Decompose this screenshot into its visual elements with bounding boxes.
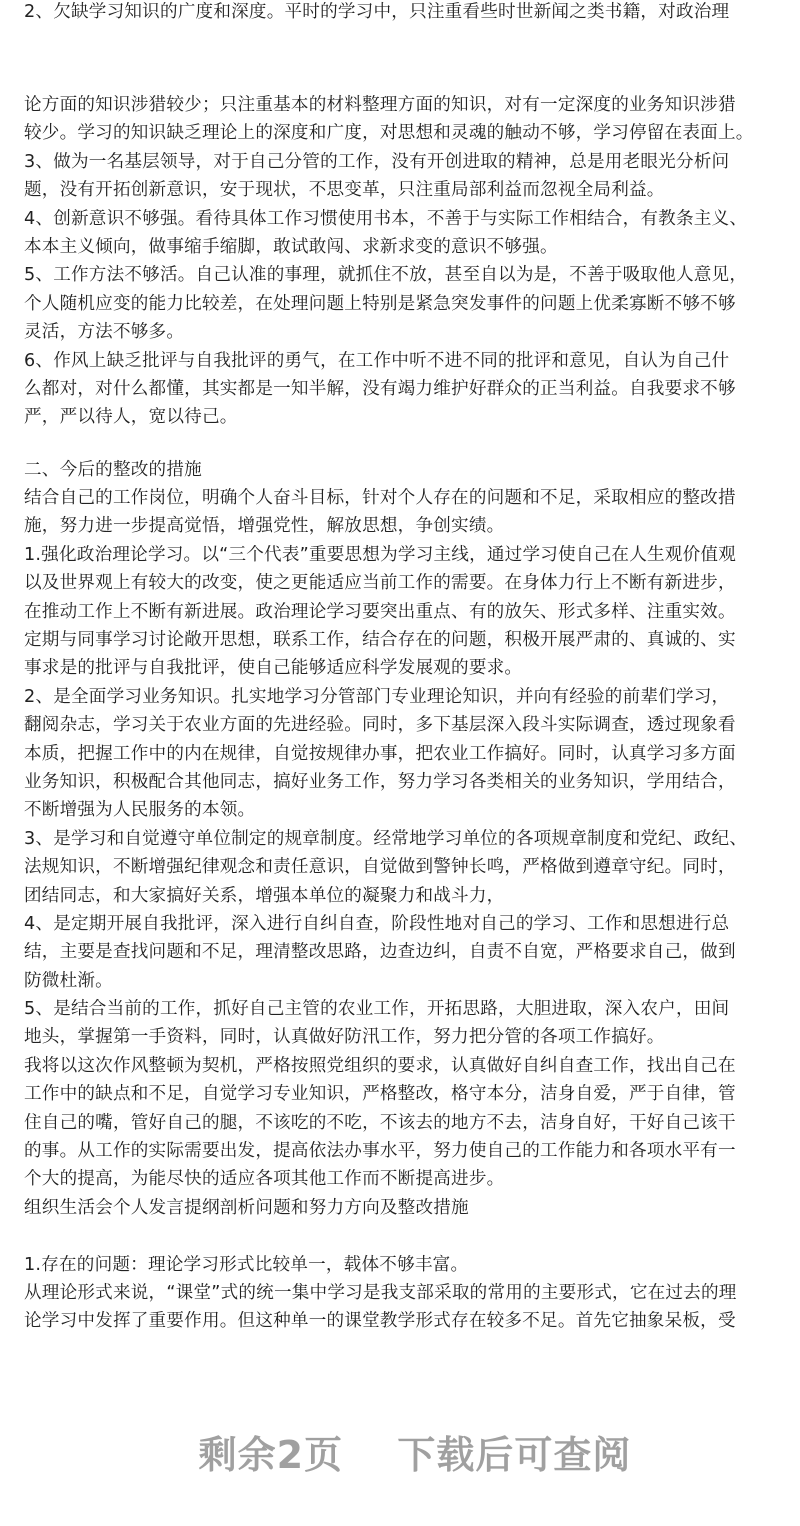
text-line: 以及世界观上有较大的改变，使之更能适应当前工作的需要。在身体力行上不断有新进步， xyxy=(24,573,736,594)
document-body xyxy=(24,0,784,1336)
text-line: 组织生活会个人发言提纲剖析问题和努力方向及整改措施 xyxy=(24,1197,469,1218)
spacer xyxy=(24,1222,784,1250)
text-line: 6、作风上缺乏批评与自我批评的勇气，在工作中听不进不同的批评和意见，自认为自己什 xyxy=(24,350,730,371)
text-line: 么都对，对什么都懂，其实都是一知半解，没有竭力维护好群众的正当利益。自我要求不够 xyxy=(24,378,736,399)
text-line: 3、是学习和自觉遵守单位制定的规章制度。经常地学习单位的各项规章制度和党纪、政纪、 xyxy=(24,828,748,849)
text-line: 本质，把握工作中的内在规律，自觉按规律办事，把农业工作搞好。同时，认真学习多方面 xyxy=(24,743,736,764)
text-line: 4、是定期开展自我批评，深入进行自纠自查，阶段性地对自己的学习、工作和思想进行总 xyxy=(24,913,730,934)
section-problems xyxy=(24,91,784,432)
text-line: 团结同志，和大家搞好关系，增强本单位的凝聚力和战斗力， xyxy=(24,885,505,906)
text-line: 4、创新意识不够强。看待具体工作习惯使用书本，不善于与实际工作相结合，有教条主义、 xyxy=(24,208,748,229)
section-measures xyxy=(24,456,784,1223)
download-to-view-text: 下载后可查阅 xyxy=(397,1433,632,1477)
spacer xyxy=(24,432,784,456)
text-line: 施，努力进一步提高觉悟，增强党性，解放思想，争创实绩。 xyxy=(24,516,505,537)
section-next xyxy=(24,1251,784,1336)
text-line: 在推动工作上不断有新进展。政治理论学习要突出重点、有的放矢、形式多样、注重实效。 xyxy=(24,601,736,622)
text-line: 5、是结合当前的工作，抓好自己主管的农业工作，开拓思路，大胆进取，深入农户，田间 xyxy=(24,999,730,1020)
text-line: 的事。从工作的实际需要出发，提高依法办事水平，努力使自己的工作能力和各项水平有一 xyxy=(24,1141,736,1162)
text-line: 2、欠缺学习知识的广度和深度。平时的学习中，只注重看些时世新闻之类书籍，对政治理 xyxy=(24,2,730,22)
text-line: 翻阅杂志，学习关于农业方面的先进经验。同时，多下基层深入段斗实际调查，透过现象看 xyxy=(24,715,736,736)
text-line: 题，没有开拓创新意识，安于现状，不思变革，只注重局部利益而忽视全局利益。 xyxy=(24,180,665,201)
section-top xyxy=(24,0,784,26)
text-line: 1.存在的问题：理论学习形式比较单一，载体不够丰富。 xyxy=(24,1254,469,1275)
remaining-pages-text: 剩余2页 xyxy=(198,1433,344,1477)
text-line: 较少。学习的知识缺乏理论上的深度和广度，对思想和灵魂的触动不够，学习停留在表面上。 xyxy=(24,123,754,144)
text-line: 个大的提高，为能尽快的适应各项其他工作而不断提高进步。 xyxy=(24,1169,505,1190)
text-line: 地头，掌握第一手资料，同时，认真做好防汛工作，努力把分管的各项工作搞好。 xyxy=(24,1027,665,1048)
text-line: 结，主要是查找问题和不足，理清整改思路，边查边纠，自责不自宽，严格要求自己，做到 xyxy=(24,942,736,963)
text-line: 二、今后的整改的措施 xyxy=(24,459,202,480)
text-line: 1.强化政治理论学习。以“三个代表”重要思想为学习主线，通过学习使自己在人生观价值观 xyxy=(24,544,736,565)
text-line: 5、工作方法不够活。自己认准的事理，就抓住不放，甚至自以为是，不善于吸取他人意见， xyxy=(24,265,748,286)
download-prompt[interactable] xyxy=(0,1424,800,1479)
text-line: 论方面的知识涉猎较少；只注重基本的材料整理方面的知识，对有一定深度的业务知识涉猎 xyxy=(24,94,736,115)
text-line: 2、是全面学习业务知识。扎实地学习分管部门专业理论知识，并向有经验的前辈们学习， xyxy=(24,686,730,707)
text-line: 防微杜渐。 xyxy=(24,970,113,991)
text-line: 3、做为一名基层领导，对于自己分管的工作，没有开创进取的精神，总是用老眼光分析问 xyxy=(24,151,730,172)
text-line: 从理论形式来说，“课堂”式的统一集中学习是我支部采取的常用的主要形式，它在过去的理 xyxy=(24,1283,737,1303)
text-line: 法规知识，不断增强纪律观念和责任意识，自觉做到警钟长鸣，严格做到遵章守纪。同时， xyxy=(24,857,736,878)
text-line: 个人随机应变的能力比较差，在处理问题上特别是紧急突发事件的问题上优柔寡断不够不够 xyxy=(24,293,736,314)
text-line: 事求是的批评与自我批评，使自己能够适应科学发展观的要求。 xyxy=(24,658,523,679)
text-line: 严，严以待人，宽以待己。 xyxy=(24,407,238,428)
text-line: 工作中的缺点和不足，自觉学习专业知识，严格整改，格守本分，洁身自爱，严于自律，管 xyxy=(24,1084,736,1105)
text-line: 不断增强为人民服务的本领。 xyxy=(24,800,256,821)
text-line: 定期与同事学习讨论敞开思想，联系工作，结合存在的问题，积极开展严肃的、真诚的、实 xyxy=(24,630,736,651)
text-line: 本本主义倾向，做事缩手缩脚，敢试敢闯、求新求变的意识不够强。 xyxy=(24,236,558,257)
text-line: 业务知识，积极配合其他同志，搞好业务工作，努力学习各类相关的业务知识，学用结合， xyxy=(24,771,736,792)
spacer xyxy=(24,26,784,91)
text-line: 论学习中发挥了重要作用。但这种单一的课堂教学形式存在较多不足。首先它抽象呆板，受 xyxy=(24,1311,736,1332)
text-line: 住自己的嘴，管好自己的腿，不该吃的不吃，不该去的地方不去，洁身自好，干好自己该干 xyxy=(24,1112,736,1133)
text-line: 结合自己的工作岗位，明确个人奋斗目标，针对个人存在的问题和不足，采取相应的整改措 xyxy=(24,488,736,509)
text-line: 灵活，方法不够多。 xyxy=(24,322,185,343)
text-line: 我将以这次作风整顿为契机，严格按照党组织的要求，认真做好自纠自查工作，找出自己在 xyxy=(24,1055,736,1076)
